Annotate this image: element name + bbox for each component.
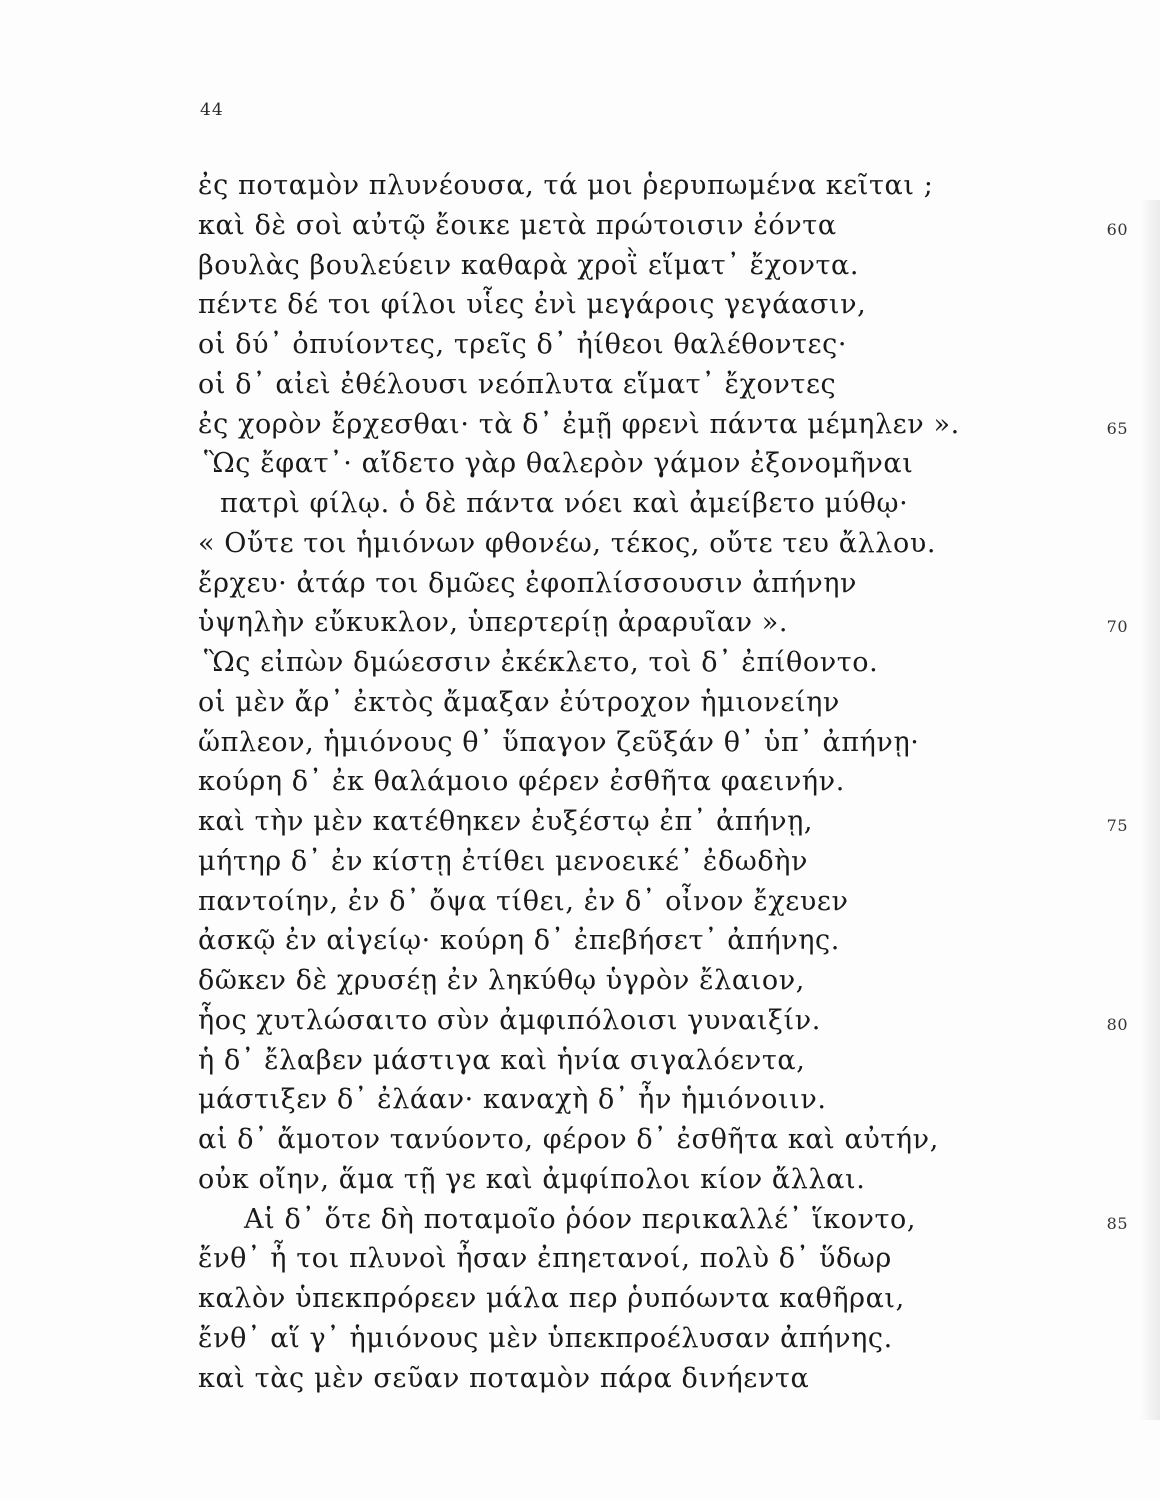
verse-line-text: καὶ τὴν μὲν κατέθηκεν ἐυξέστῳ ἐπ᾽ ἀπήνῃ,: [198, 806, 814, 837]
verse-line-text: ἐς χορὸν ἔρχεσθαι· τὰ δ᾽ ἐμῇ φρενὶ πάντα μέμηλεν ».: [198, 408, 960, 440]
verse-line-text: ἐς ποταμὸν πλυνέουσα, τά μοι ῥερυπωμένα κεῖται ;: [198, 170, 934, 201]
verse-block: [198, 166, 1128, 1398]
verse-line: [198, 1080, 1128, 1120]
verse-line: [198, 1001, 1128, 1041]
page-number: 44: [200, 100, 224, 120]
verse-line: [198, 285, 1128, 325]
verse-line: [198, 484, 1128, 524]
verse-line-text: « Οὔτε τοι ἡμιόνων φθονέω, τέκος, οὔτε τευ ἄλλου.: [198, 527, 937, 559]
verse-line: [198, 683, 1128, 723]
verse-line: [198, 1200, 1128, 1240]
verse-line: [198, 405, 1128, 445]
verse-line: [198, 842, 1128, 882]
verse-line: [198, 921, 1128, 961]
verse-line: [198, 564, 1128, 604]
verse-line: [198, 1279, 1128, 1319]
verse-line: [198, 882, 1128, 922]
verse-line: [198, 802, 1128, 842]
verse-line: [198, 524, 1128, 564]
verse-line: [198, 1239, 1128, 1279]
line-number: 80: [1106, 1014, 1128, 1034]
verse-line-text: ἡ δ᾽ ἔλαβεν μάστιγα καὶ ἡνία σιγαλόεντα,: [198, 1044, 806, 1076]
verse-line-text: μήτηρ δ᾽ ἐν κίστῃ ἐτίθει μενοεικέ᾽ ἐδωδὴν: [198, 845, 809, 877]
verse-line-text: Ὣς εἰπὼν δμώεσσιν ἐκέκλετο, τοὶ δ᾽ ἐπίθοντο.: [204, 647, 879, 678]
verse-line-text: καλὸν ὑπεκπρόρεεν μάλα περ ῥυπόωντα καθῆραι,: [198, 1283, 905, 1314]
verse-line-text: ἔνθ᾽ αἵ γ᾽ ἡμιόνους μὲν ὑπεκπροέλυσαν ἀπήνης.: [198, 1322, 893, 1354]
verse-line-text: ὥπλεον, ἡμιόνους θ᾽ ὕπαγον ζεῦξάν θ᾽ ὑπ᾽ ἀπήνῃ·: [198, 726, 920, 758]
verse-line-text: πατρὶ φίλῳ. ὁ δὲ πάντα νόει καὶ ἀμείβετο μύθῳ·: [220, 488, 909, 519]
verse-line-text: ἧος χυτλώσαιτο σὺν ἀμφιπόλοισι γυναιξίν.: [198, 1004, 821, 1036]
verse-line: [198, 325, 1128, 365]
verse-line-text: ἔνθ᾽ ἦ τοι πλυνοὶ ἦσαν ἐπηετανοί, πολὺ δ᾽ ὕδωρ: [198, 1243, 892, 1275]
verse-line-text: ἔρχευ· ἀτάρ τοι δμῶες ἐφοπλίσσουσιν ἀπήνην: [198, 567, 858, 599]
verse-line: [198, 603, 1128, 643]
verse-line: [198, 762, 1128, 802]
line-number: 75: [1106, 816, 1128, 835]
verse-line-text: δῶκεν δὲ χρυσέῃ ἐν ληκύθῳ ὑγρὸν ἔλαιον,: [198, 965, 805, 996]
verse-line: [198, 1120, 1128, 1160]
verse-line-text: κούρη δ᾽ ἐκ θαλάμοιο φέρεν ἐσθῆτα φαεινήν.: [198, 766, 845, 798]
verse-line-text: ἀσκῷ ἐν αἰγείῳ· κούρη δ᾽ ἐπεβήσετ᾽ ἀπήνης.: [198, 925, 840, 957]
verse-line: [198, 1160, 1128, 1200]
verse-line-text: καὶ τὰς μὲν σεῦαν ποταμὸν πάρα δινήεντα: [198, 1362, 810, 1394]
verse-line: [198, 166, 1128, 206]
line-number: 60: [1106, 219, 1128, 239]
verse-line-text: παντοίην, ἐν δ᾽ ὄψα τίθει, ἐν δ᾽ οἶνον ἔχευεν: [198, 885, 849, 917]
facing-page-bleed: [1140, 200, 1160, 1420]
verse-line-text: οἱ δύ᾽ ὀπυίοντες, τρεῖς δ᾽ ἠίθεοι θαλέθοντες·: [198, 329, 848, 360]
verse-line: [198, 246, 1128, 286]
verse-line: [198, 365, 1128, 405]
verse-line: [198, 206, 1128, 246]
verse-line-text: οἱ μὲν ἄρ᾽ ἐκτὸς ἄμαξαν ἐύτροχον ἡμιονείην: [198, 686, 840, 718]
verse-line-text: πέντε δέ τοι φίλοι υἷες ἐνὶ μεγάροις γεγάασιν,: [198, 289, 867, 321]
verse-line: [198, 1319, 1128, 1359]
verse-line: [198, 1041, 1128, 1081]
verse-line-text: Ὣς ἔφατ᾽· αἴδετο γὰρ θαλερὸν γάμον ἐξονομῆναι: [204, 448, 914, 480]
verse-line: [198, 723, 1128, 763]
line-number: 65: [1106, 418, 1128, 438]
verse-line-text: οἱ δ᾽ αἰεὶ ἐθέλουσι νεόπλυτα εἵματ᾽ ἔχοντες: [198, 368, 837, 400]
line-number: 70: [1106, 617, 1128, 637]
verse-line: [198, 444, 1128, 484]
verse-line-text: αἱ δ᾽ ἄμοτον τανύοντο, φέρον δ᾽ ἐσθῆτα καὶ αὐτήν,: [198, 1124, 939, 1155]
verse-line: [198, 643, 1128, 683]
verse-line-text: Αἱ δ᾽ ὅτε δὴ ποταμοῖο ῥόον περικαλλέ᾽ ἵκοντο,: [244, 1203, 917, 1235]
verse-line: [198, 961, 1128, 1001]
line-number: 85: [1106, 1213, 1128, 1233]
verse-line-text: βουλὰς βουλεύειν καθαρὰ χροῒ εἵματ᾽ ἔχοντα.: [198, 249, 860, 281]
verse-line-text: ὑψηλὴν εὔκυκλον, ὑπερτερίῃ ἀραρυῖαν ».: [198, 607, 789, 639]
verse-line-text: καὶ δὲ σοὶ αὐτῷ ἔοικε μετὰ πρώτοισιν ἐόντα: [198, 209, 837, 241]
verse-line-text: οὐκ οἴην, ἅμα τῇ γε καὶ ἀμφίπολοι κίον ἄλλαι.: [198, 1163, 866, 1195]
verse-line-text: μάστιξεν δ᾽ ἐλάαν· καναχὴ δ᾽ ἦν ἡμιόνοιιν.: [198, 1084, 827, 1116]
verse-line: [198, 1359, 1128, 1399]
